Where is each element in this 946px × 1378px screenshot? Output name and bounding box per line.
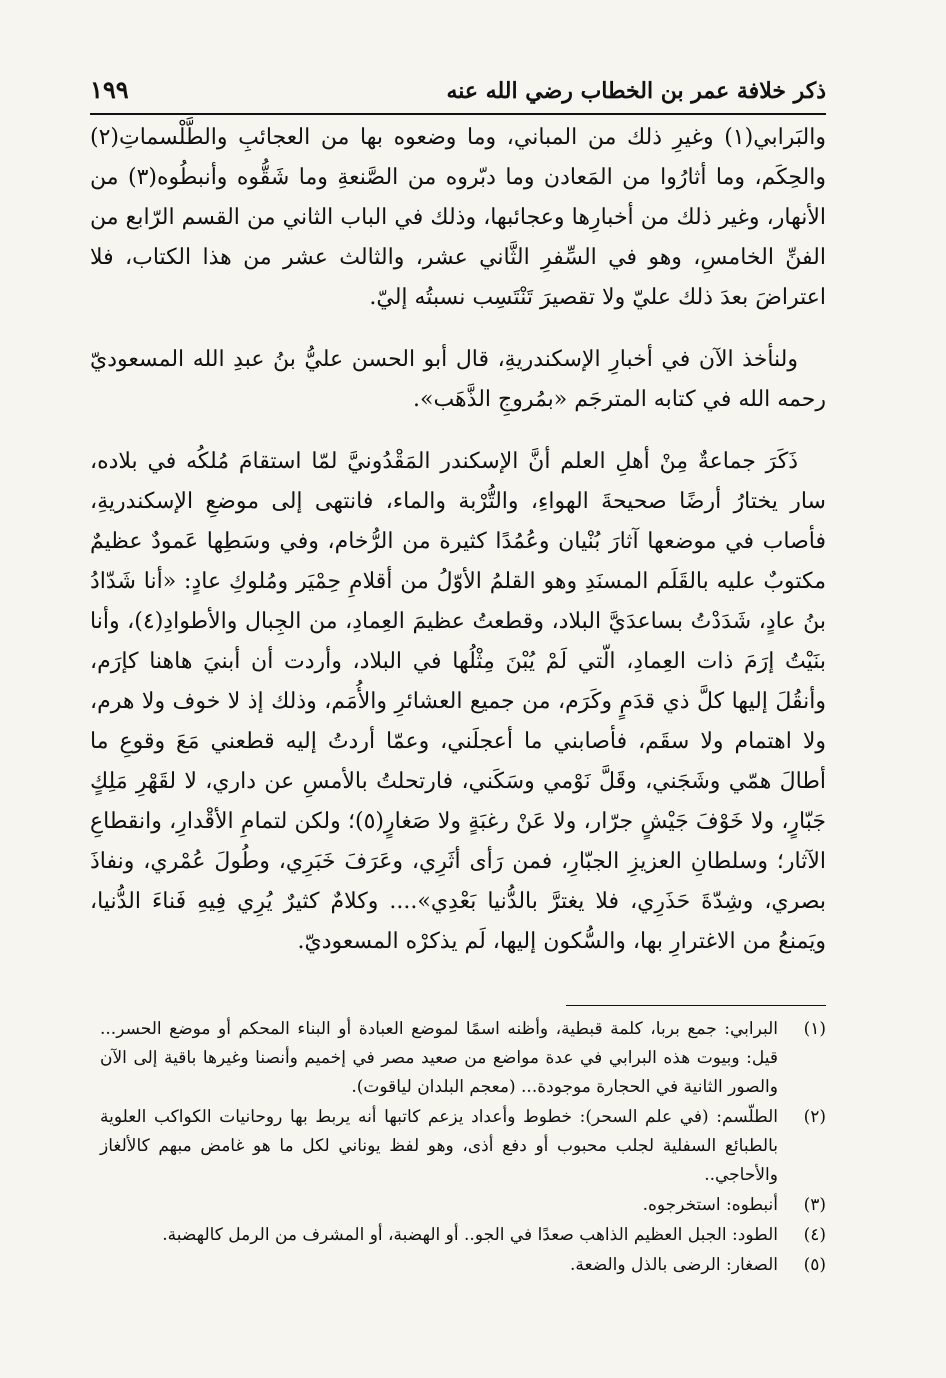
running-title: ذكر خلافة عمر بن الخطاب رضي الله عنه — [446, 78, 826, 104]
footnote-number: (٤) — [803, 1225, 826, 1245]
paragraph-2: ولنأخذ الآن في أخبارِ الإسكندريةِ، قال أبو الحسن عليُّ بنُ عبدِ الله المسعوديّ رحمه الله في كتابه المترجَم «بمُروجِ الذَّهَب». — [90, 347, 826, 412]
footnote-number: (٢) — [803, 1107, 826, 1127]
footnote-4 — [100, 1221, 826, 1250]
footnote-text: الطلّسم: (في علم السحر): خطوط وأعداد يزعم كاتبها أنه يربط بها روحانيات الكواكب العلوية بالطبائع السفلية لجلب محبوب أو دفع أذى، وهو لفظ يوناني لكل ما هو غامض مبهم كالألغاز والأحاجي.. — [100, 1107, 778, 1185]
page-header — [90, 70, 826, 104]
header-rule — [90, 113, 826, 115]
page-number: ١٩٩ — [90, 75, 129, 104]
paragraph-3: ذَكَرَ جماعةٌ مِنْ أهلِ العلم أنَّ الإسكندر المَقْدُونيَّ لمّا استقامَ مُلكُه في بلاده، سار يختارُ أرضًا صحيحةَ الهواءِ، والتُّرْبة والماء، فانتهى إلى موضعِ الإسكندريةِ، فأصاب في موضعها آثارَ بُنْيان وعُمُدًا كثيرة من الرُّخام، وفي وسَطِها عَمودٌ عظيمٌ مكتوبٌ عليه بالقَلَم المسنَدِ وهو القلمُ الأوّلُ من أقلامِ حِمْيَر ومُلوكِ عادٍ: «أنا شَدّادُ بنُ عادٍ، شَدَدْتُ بساعدَيَّ البلاد، وقطعتُ عظيمَ العِمادِ، من الجِبال والأطوادِ(٤)، وأنا بنَيْتُ إرَمَ ذات العِمادِ، الّتي لَمْ يُبْنَ مِثْلُها في البلاد، وأردت أن أبنيَ هاهنا كإرَم، وأنقُلَ إليها كلَّ ذي قدَمٍ وكَرَم، من جميع العشائرِ والأُمَم، وذلك إذ لا خوف ولا هرم، ولا اهتمام ولا سقَم، فأصابني ما أعجلَني، وعمّا أردتُ إليه قطعني مَعَ وقوعِ ما أطالَ همّي وشَجَني، وقَلَّ نَوْمي وسَكَني، فارتحلتُ بالأمسِ عن داري، لا لقَهْرِ مَلِكٍ جَبّارٍ، ولا خَوْفَ جَيْشٍ جرّار، ولا عَنْ رغبَةٍ ولا صَغارٍ(٥)؛ ولكن لتمامِ الأقْدارِ، وانقطاعِ الآثار؛ وسلطانِ العزيزِ الجبّارِ، فمن رَأى أثَرِي، وعَرَفَ خَبَرِي، وطُولَ عُمْري، ونفاذَ بصري، وشِدّةَ حَذَرِي، فلا يغترَّ بالدُّنيا بَعْدِي».... وكلامٌ كثيرٌ يُرِي فِيهِ فَناءَ الدُّنيا، ويَمنعُ من الاغترارِ بها، والسُّكون إليها، لَم يذكرْه المسعوديّ. — [90, 449, 827, 954]
footnote-text: الطود: الجبل العظيم الذاهب صعدًا في الجو.. أو الهضبة، أو المشرف من الرمل كالهضبة. — [162, 1225, 778, 1245]
footnote-rule — [566, 1005, 826, 1006]
footnote-text: البرابي: جمع بربا، كلمة قبطية، وأظنه اسمًا لموضع العبادة أو البناء المحكم أو موضع الحسر... قيل: وبيوت هذه البرابي في عدة مواضع من صعيد مصر في إخميم وأنصنا وغيرها باقية إلى الآن والصور الثانية في الحجارة موجودة... (معجم البلدان لياقوت). — [100, 1019, 778, 1097]
footnote-number: (٥) — [803, 1255, 826, 1275]
paragraph-1: والبَرابي(١) وغيرِ ذلك من المباني، وما وضعوه بها من العجائبِ والطَّلْسماتِ(٢) والحِكَم، وما أثارُوا من المَعادن وما دبّروه من الصَّنعةِ وما شَقُّوه وأنبطُوه(٣) من الأنهار، وغير ذلك من أخبارِها وعجائبها، وذلك في الباب الثاني من القسم الرّابع من الفنِّ الخامسِ، وهو في السِّفرِ الثَّاني عشر، والثالث عشر من هذا الكتاب، فلا اعتراضَ بعدَ ذلك عليّ ولا تقصيرَ تَنْتَسِب نسبتُه إليّ. — [90, 125, 826, 310]
footnote-1 — [100, 1015, 826, 1102]
footnotes — [100, 1015, 826, 1281]
footnote-5 — [100, 1251, 826, 1280]
footnote-text: أنبطوه: استخرجوه. — [642, 1195, 778, 1215]
main-text — [90, 118, 826, 962]
footnote-number: (٣) — [803, 1195, 826, 1215]
footnote-text: الصغار: الرضى بالذل والضعة. — [569, 1255, 778, 1275]
footnote-number: (١) — [803, 1019, 826, 1039]
footnote-3 — [100, 1191, 826, 1220]
footnote-2 — [100, 1103, 826, 1190]
